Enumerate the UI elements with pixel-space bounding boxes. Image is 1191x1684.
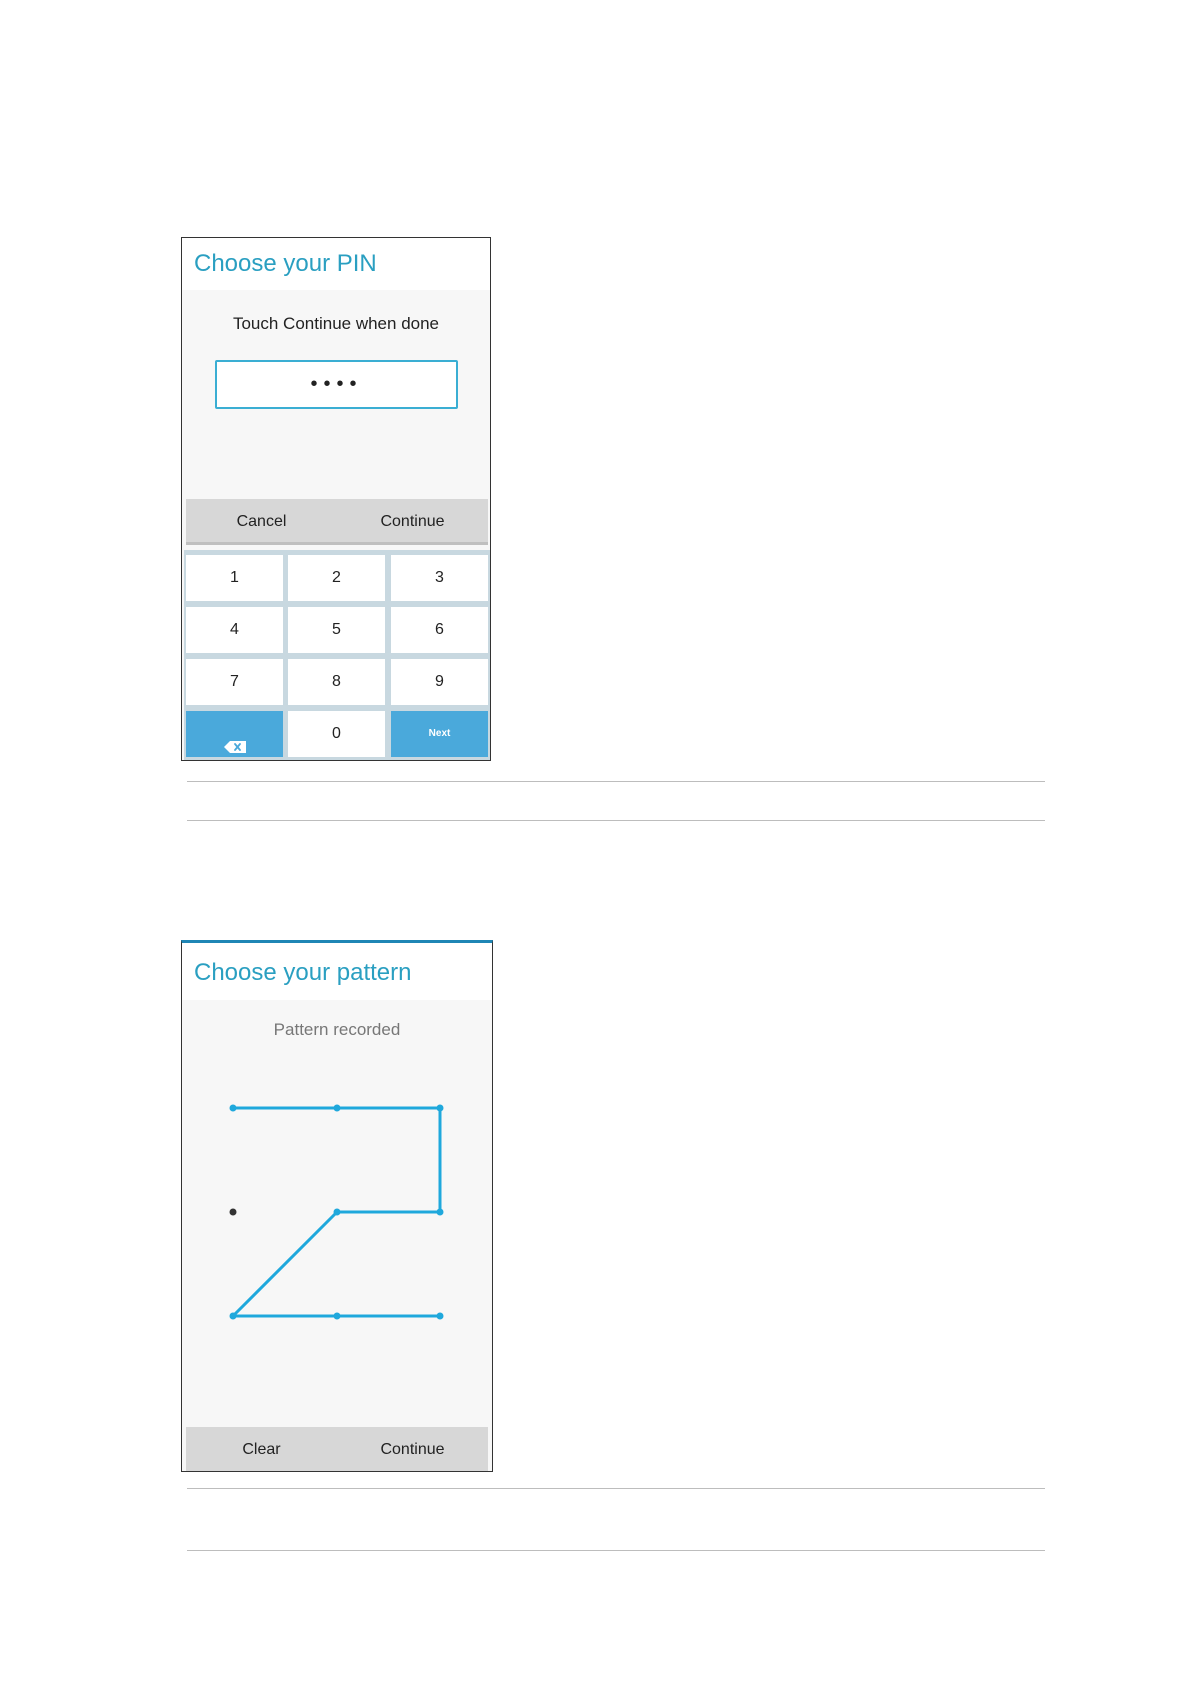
pattern-dot — [230, 1209, 237, 1216]
pattern-dot — [230, 1105, 237, 1112]
pattern-dot — [334, 1105, 341, 1112]
backspace-key[interactable] — [186, 711, 283, 757]
pattern-dot — [437, 1313, 444, 1320]
divider-line — [187, 781, 1045, 782]
divider-line — [187, 1488, 1045, 1489]
pin-input[interactable]: •••• — [215, 360, 458, 409]
divider-line — [187, 1550, 1045, 1551]
key-7[interactable]: 7 — [186, 659, 283, 705]
key-2[interactable]: 2 — [288, 555, 385, 601]
key-5[interactable]: 5 — [288, 607, 385, 653]
backspace-icon — [224, 726, 246, 738]
clear-button[interactable]: Clear — [242, 1441, 281, 1458]
pattern-dot — [334, 1209, 341, 1216]
pin-instruction: Touch Continue when done — [232, 314, 440, 333]
key-0[interactable]: 0 — [288, 711, 385, 757]
continue-button[interactable]: Continue — [380, 513, 445, 530]
key-6[interactable]: 6 — [391, 607, 488, 653]
pattern-dot — [437, 1105, 444, 1112]
key-9[interactable]: 9 — [391, 659, 488, 705]
pin-title: Choose your PIN — [194, 250, 377, 277]
pattern-status: Pattern recorded — [273, 1020, 401, 1039]
key-3[interactable]: 3 — [391, 555, 488, 601]
pattern-dot — [437, 1209, 444, 1216]
key-1[interactable]: 1 — [186, 555, 283, 601]
cancel-button[interactable]: Cancel — [236, 513, 287, 530]
pattern-action-bar — [186, 1427, 488, 1472]
pattern-grid[interactable] — [182, 943, 493, 1423]
key-8[interactable]: 8 — [288, 659, 385, 705]
pattern-title: Choose your pattern — [194, 959, 412, 986]
pattern-screen — [181, 940, 493, 1472]
pin-title-bar — [182, 238, 490, 290]
pin-screen — [181, 237, 491, 761]
continue-button[interactable]: Continue — [380, 1441, 445, 1458]
numeric-keypad — [184, 550, 490, 761]
pattern-dot — [334, 1313, 341, 1320]
pattern-dot — [230, 1313, 237, 1320]
key-4[interactable]: 4 — [186, 607, 283, 653]
next-key[interactable]: Next — [391, 711, 488, 757]
divider-line — [187, 820, 1045, 821]
pin-action-bar — [186, 499, 488, 545]
